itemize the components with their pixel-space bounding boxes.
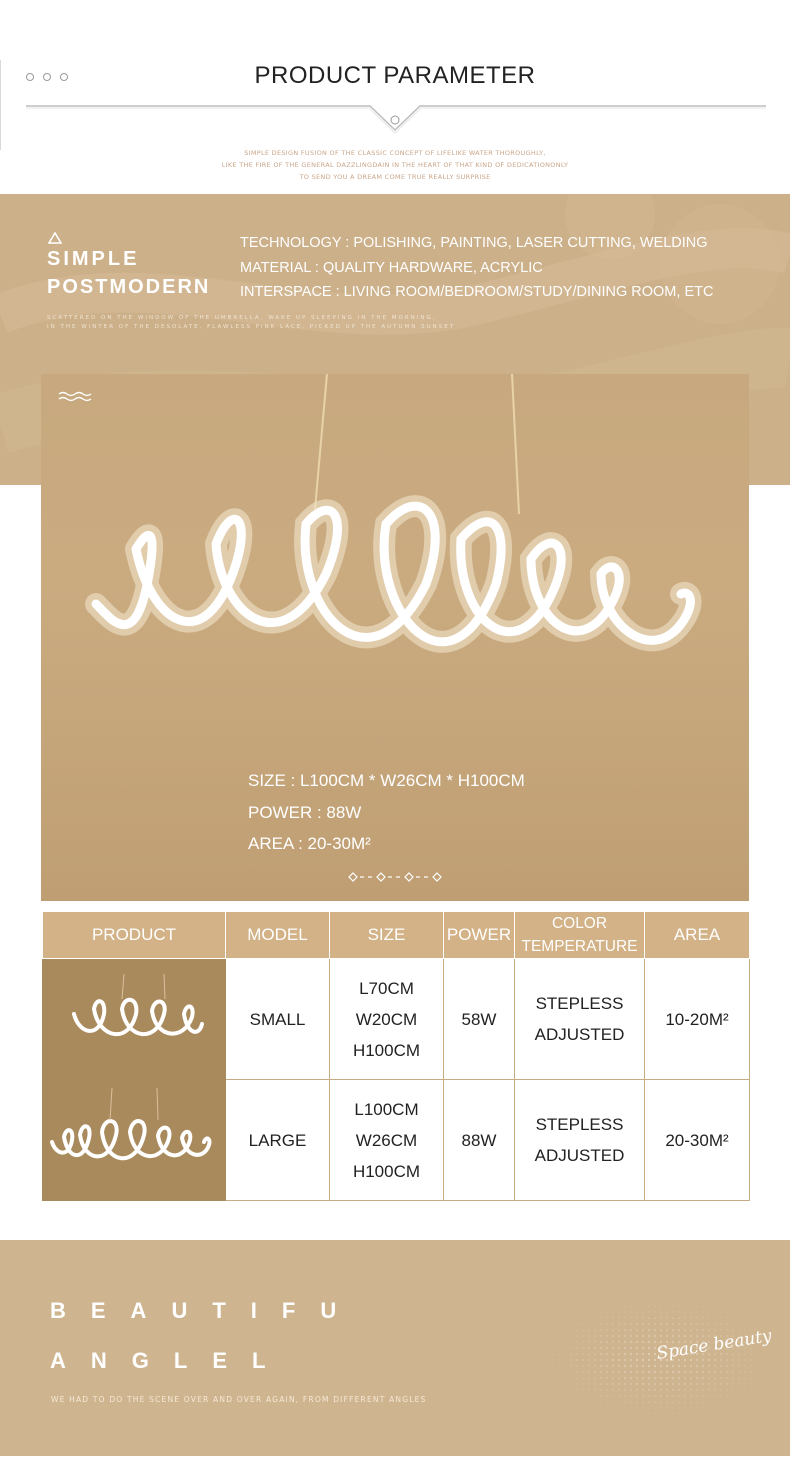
photo-area-text: AREA : 20-30M² [248, 834, 371, 853]
spec-material: MATERIAL : QUALITY HARDWARE, ACRYLIC [240, 260, 543, 276]
large-lamp-thumbnail [44, 1080, 224, 1190]
intro-heading-simple: SIMPLE [47, 248, 140, 270]
table-header-row [43, 912, 750, 959]
header-model: MODEL [226, 912, 330, 959]
header-color-temperature [515, 912, 645, 959]
banner-line-beautifu: BEAUTIFU [50, 1298, 362, 1323]
photo-power-text: POWER : 88W [248, 803, 362, 822]
size-height: H100CM [352, 1161, 421, 1181]
size-length: L70CM [359, 978, 414, 998]
header-area: AREA [645, 912, 750, 959]
cell-model: LARGE [226, 1080, 330, 1201]
diamond-divider-icon [347, 871, 443, 883]
header-subtitle-line: SIMPLE DESIGN FUSION OF THE CLASSIC CONCEPT OF LIFELIKE WATER THOROUGHLY, [244, 149, 546, 157]
beautiful-angle-banner [0, 1240, 790, 1456]
cell-size [330, 1080, 444, 1201]
header-size: SIZE [330, 912, 444, 959]
header-subtitle [0, 147, 790, 183]
cell-power: 88W [444, 1080, 515, 1201]
spec-technology: TECHNOLOGY : POLISHING, PAINTING, LASER CUTTING, WELDING [240, 235, 708, 251]
cell-model: SMALL [226, 959, 330, 1080]
spec-interspace: INTERSPACE : LIVING ROOM/BEDROOM/STUDY/DINING ROOM, ETC [240, 284, 714, 300]
page-title: PRODUCT PARAMETER [254, 62, 536, 89]
small-lamp-thumbnail [44, 959, 224, 1069]
product-photo [41, 374, 749, 901]
intro-small-line: IN THE WINTER OF THE DESOLATE, FLAWLESS PINK LACE, PICKED UP THE AUTUMN SUNSET [47, 324, 456, 330]
table-row [43, 1080, 750, 1201]
photo-size-text: SIZE : L100CM * W26CM * H100CM [248, 771, 525, 790]
cell-color-temperature [515, 959, 645, 1080]
table-row [43, 959, 750, 1080]
intro-small-text [47, 314, 455, 332]
size-length: L100CM [354, 1099, 419, 1119]
intro-heading-postmodern: POSTMODERN [47, 276, 211, 298]
title-underline-chevron [0, 96, 790, 136]
size-height: H100CM [352, 1040, 421, 1060]
header-power: POWER [444, 912, 515, 959]
header-subtitle-line: TO SEND YOU A DREAM COME TRUE REALLY SURPRISE [299, 173, 491, 181]
intro-small-line: SCATTERED ON THE WINDOW OF THE UMBRELLA, WAKE UP SLEEPING IN THE MORNING, [47, 315, 437, 321]
header-subtitle-line: LIKE THE FIRE OF THE GENERAL DAZZLINGDAIN IN THE HEART OF THAT KIND OF DEDICATIONONLY [221, 161, 569, 169]
color-temp-line: ADJUSTED [534, 1025, 625, 1044]
cell-power: 58W [444, 959, 515, 1080]
header-section [0, 0, 790, 194]
header-temperature-line: TEMPERATURE [521, 938, 638, 955]
header-product: PRODUCT [43, 912, 226, 959]
product-spec-table [42, 911, 750, 1201]
cell-size [330, 959, 444, 1080]
size-width: W26CM [355, 1130, 418, 1150]
banner-line-anglel: ANGLEL [50, 1348, 291, 1373]
space-beauty-script: Space beauty [655, 1326, 773, 1364]
triangle-icon [48, 232, 62, 244]
banner-small-text: WE HAD TO DO THE SCENE OVER AND OVER AGAIN, FROM DIFFERENT ANGLES [51, 1395, 427, 1404]
cell-color-temperature [515, 1080, 645, 1201]
spiral-lamp-image [41, 374, 749, 704]
color-temp-line: STEPLESS [535, 1115, 624, 1134]
cell-area: 20-30M² [645, 1080, 750, 1201]
color-temp-line: ADJUSTED [534, 1146, 625, 1165]
cell-area: 10-20M² [645, 959, 750, 1080]
product-thumbnail-small [43, 959, 226, 1080]
header-color-line: COLOR [551, 915, 608, 932]
size-width: W20CM [355, 1009, 418, 1029]
color-temp-line: STEPLESS [535, 994, 624, 1013]
product-thumbnail-large [43, 1080, 226, 1201]
